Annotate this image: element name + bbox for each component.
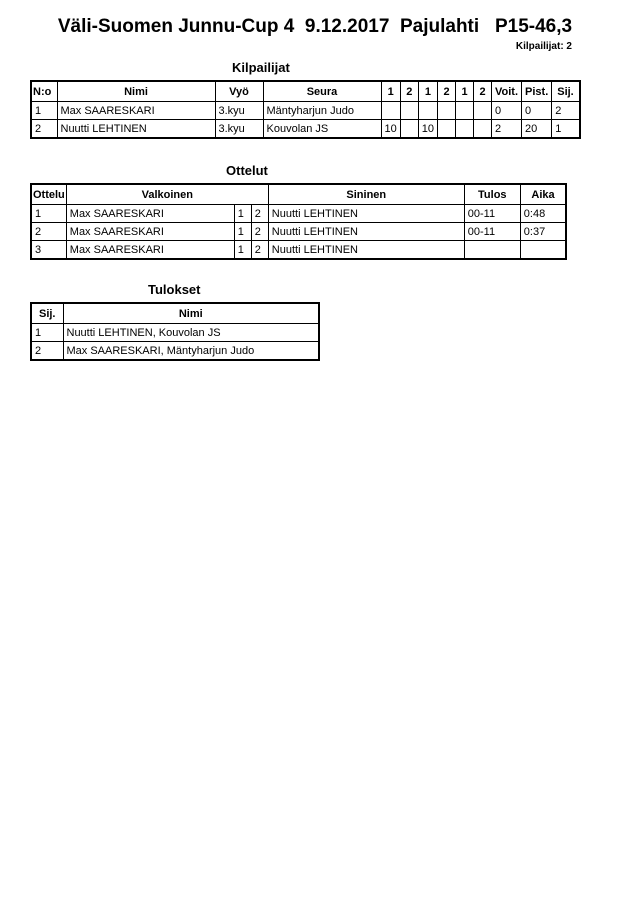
cell-nimi: Max SAARESKARI [57,102,215,120]
cell-score [456,102,474,120]
matches-header-row [31,184,566,205]
section-heading-tulokset: Tulokset [148,282,201,297]
cell-nimi: Nuutti LEHTINEN [57,120,215,139]
cell-voit: 2 [492,120,522,139]
cell-score [418,102,437,120]
cell-voit: 0 [492,102,522,120]
col-header-sininen: Sininen [268,184,464,205]
col-header-score-2: 2 [400,81,418,102]
cell-score [438,120,456,139]
table-row [31,120,580,139]
cell-ottelu-no: 3 [31,241,66,260]
section-heading-ottelut: Ottelut [226,163,268,178]
col-header-nimi: Nimi [57,81,215,102]
table-row [31,102,580,120]
cell-score [456,120,474,139]
cell-sininen: Nuutti LEHTINEN [268,241,464,260]
cell-seura: Kouvolan JS [263,120,381,139]
cell-sij: 1 [552,120,580,139]
cell-nimi: Nuutti LEHTINEN, Kouvolan JS [63,324,319,342]
cell-tulos [464,241,520,260]
matches-table [30,183,567,260]
col-header-tulos: Tulos [464,184,520,205]
cell-ottelu-no: 1 [31,205,66,223]
col-header-aika: Aika [520,184,566,205]
page-title: Väli-Suomen Junnu-Cup 4 9.12.2017 Pajulahti P15-46,3 [57,16,573,37]
cell-aika [520,241,566,260]
col-header-valkoinen: Valkoinen [66,184,268,205]
cell-valkoinen: Max SAARESKARI [66,241,234,260]
table-row [31,342,319,361]
results-header-row [31,303,319,324]
cell-ottelu-no: 2 [31,223,66,241]
col-header-sij: Sij. [552,81,580,102]
cell-valkoinen: Max SAARESKARI [66,205,234,223]
cell-score: 10 [418,120,437,139]
cell-vyo: 3.kyu [215,102,263,120]
col-header-score-3: 1 [418,81,437,102]
section-heading-kilpailijat: Kilpailijat [232,60,290,75]
col-header-sij: Sij. [31,303,63,324]
competitor-count-label: Kilpailijat: 2 [515,41,572,52]
col-header-pist: Pist. [522,81,552,102]
document-page [0,16,630,361]
cell-sij: 1 [31,324,63,342]
col-header-ottelu: Ottelu [31,184,66,205]
cell-sininen: Nuutti LEHTINEN [268,205,464,223]
col-header-score-4: 2 [438,81,456,102]
cell-seura: Mäntyharjun Judo [263,102,381,120]
cell-score [474,102,492,120]
cell-marker-2: 2 [251,223,268,241]
col-header-no: N:o [31,81,57,102]
col-header-nimi: Nimi [63,303,319,324]
col-header-vyo: Vyö [215,81,263,102]
cell-valkoinen: Max SAARESKARI [66,223,234,241]
competitors-header-row [31,81,580,102]
cell-aika: 0:37 [520,223,566,241]
cell-vyo: 3.kyu [215,120,263,139]
table-row [31,205,566,223]
cell-pist: 0 [522,102,552,120]
cell-sij: 2 [31,342,63,361]
col-header-score-6: 2 [474,81,492,102]
competitors-table [30,80,581,139]
cell-marker-1: 1 [234,241,251,260]
cell-no: 2 [31,120,57,139]
results-table [30,302,320,361]
col-header-seura: Seura [263,81,381,102]
cell-score [400,120,418,139]
cell-marker-2: 2 [251,241,268,260]
cell-tulos: 00-11 [464,223,520,241]
cell-pist: 20 [522,120,552,139]
table-row [31,241,566,260]
cell-score [381,102,400,120]
cell-tulos: 00-11 [464,205,520,223]
cell-marker-2: 2 [251,205,268,223]
table-row [31,324,319,342]
cell-sininen: Nuutti LEHTINEN [268,223,464,241]
cell-marker-1: 1 [234,205,251,223]
table-row [31,223,566,241]
cell-no: 1 [31,102,57,120]
cell-score [438,102,456,120]
cell-nimi: Max SAARESKARI, Mäntyharjun Judo [63,342,319,361]
cell-score [400,102,418,120]
col-header-score-1: 1 [381,81,400,102]
cell-aika: 0:48 [520,205,566,223]
col-header-score-5: 1 [456,81,474,102]
col-header-voit: Voit. [492,81,522,102]
cell-marker-1: 1 [234,223,251,241]
cell-score [474,120,492,139]
cell-sij: 2 [552,102,580,120]
cell-score: 10 [381,120,400,139]
